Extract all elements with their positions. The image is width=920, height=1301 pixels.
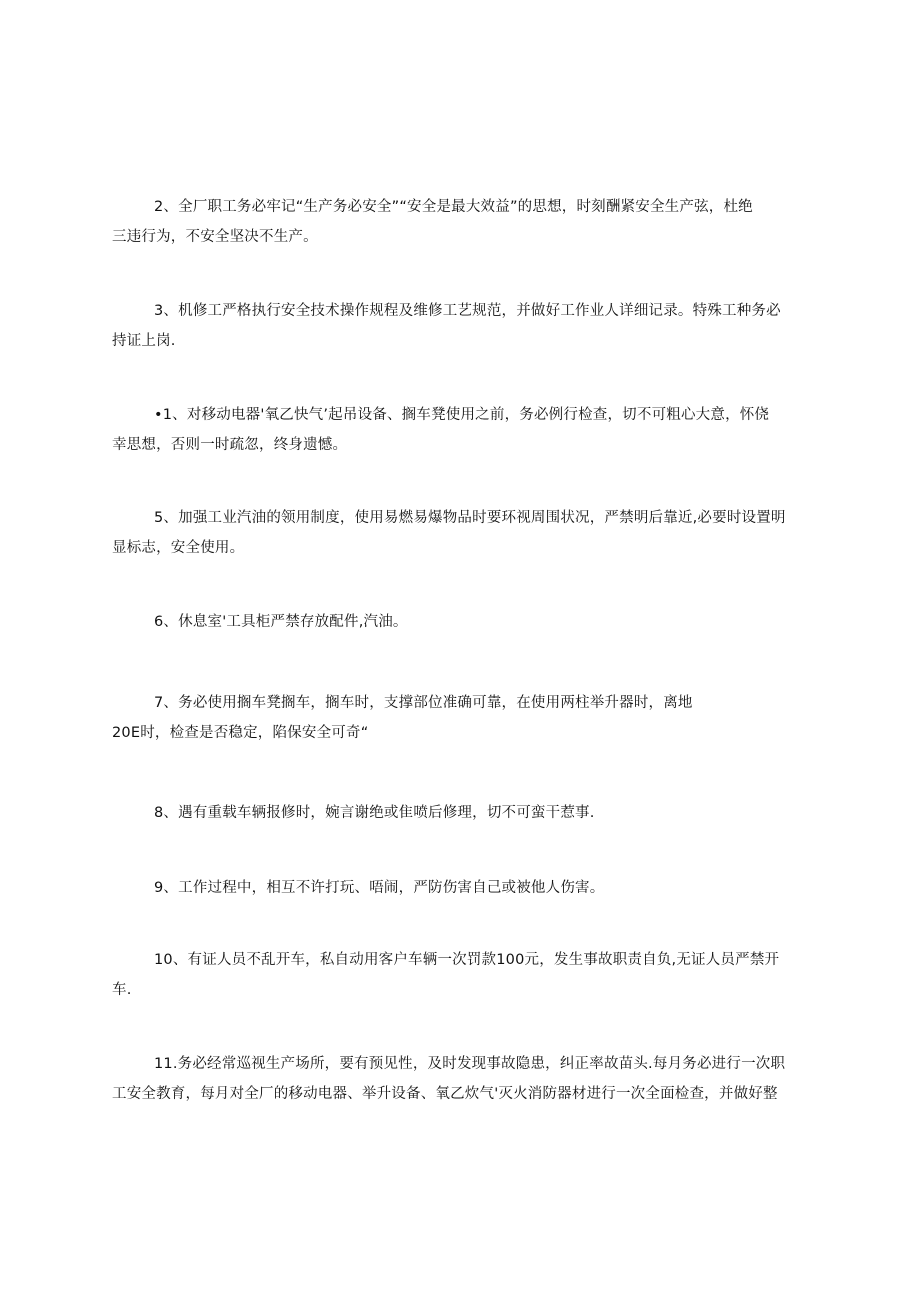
paragraph-line: 幸思想，否则一时疏忽，终身遗憾。 [112,437,348,453]
paragraph-item-4 [112,400,812,460]
paragraph-line: •1、对移动电器'氧乙快气’起吊设备、搁车凳使用之前，务必例行检查，切不可粗心大意，怀侥 [154,407,770,423]
paragraph-item-10 [112,945,812,1005]
paragraph-line: 2、全厂职工务必牢记“生产务必安全”“安全是最大效益”的思想，时刻酬紧安全生产弦，杜绝 [154,199,753,215]
paragraph-line: 9、工作过程中，相互不许打玩、唔闹，严防伤害自己或被他人伤害。 [154,880,605,896]
paragraph-line: 10、有证人员不乱开车，私自动用客户车辆一次罚款100元，发生事故职责自负,无证人员严禁开 [154,952,780,968]
paragraph-line: 持证上岗. [112,333,176,349]
paragraph-line: 车. [112,982,132,998]
paragraph-item-9 [112,873,812,903]
paragraph-line: 11.务必经常巡视生产场所，要有预见性，及时发现事故隐患，纠正率故苗头.每月务必进行一次职 [154,1056,786,1072]
paragraph-item-7 [112,688,812,748]
paragraph-item-6 [112,607,812,637]
paragraph-line: 6、休息室'工具柜严禁存放配件,汽油。 [154,614,408,630]
paragraph-line: 8、遇有重载车辆报修时，婉言谢绝或隹喷后修理，切不可蛮干惹事. [154,805,595,821]
paragraph-line: 工安全教育，每月对全厂的移动电器、举升设备、氧乙炊气'灭火消防器材进行一次全面检查，并做好整 [112,1086,778,1102]
paragraph-item-11 [112,1049,812,1109]
paragraph-line: 显标志，安全使用。 [112,540,245,556]
paragraph-line: 5、加强工业汽油的领用制度，使用易燃易爆物品时要环视周围状况，严禁明后靠近,必要时设置明 [154,510,786,526]
paragraph-line: 7、务必使用搁车凳搁车，搁车时，支撑部位准确可靠，在使用两柱举升器时，离地 [154,695,693,711]
paragraph-item-5 [112,503,812,563]
paragraph-line: 三违行为，不安全坚决不生产。 [112,229,318,245]
paragraph-item-8 [112,798,812,828]
paragraph-item-2 [112,192,812,252]
paragraph-line: 20E时，检查是否稳定，陷保安全可奇“ [112,725,369,741]
paragraph-line: 3、机修工严格执行安全技术操作规程及维修工艺规范，并做好工作业人详细记录。特殊工种务必 [154,303,781,319]
paragraph-item-3 [112,296,812,356]
